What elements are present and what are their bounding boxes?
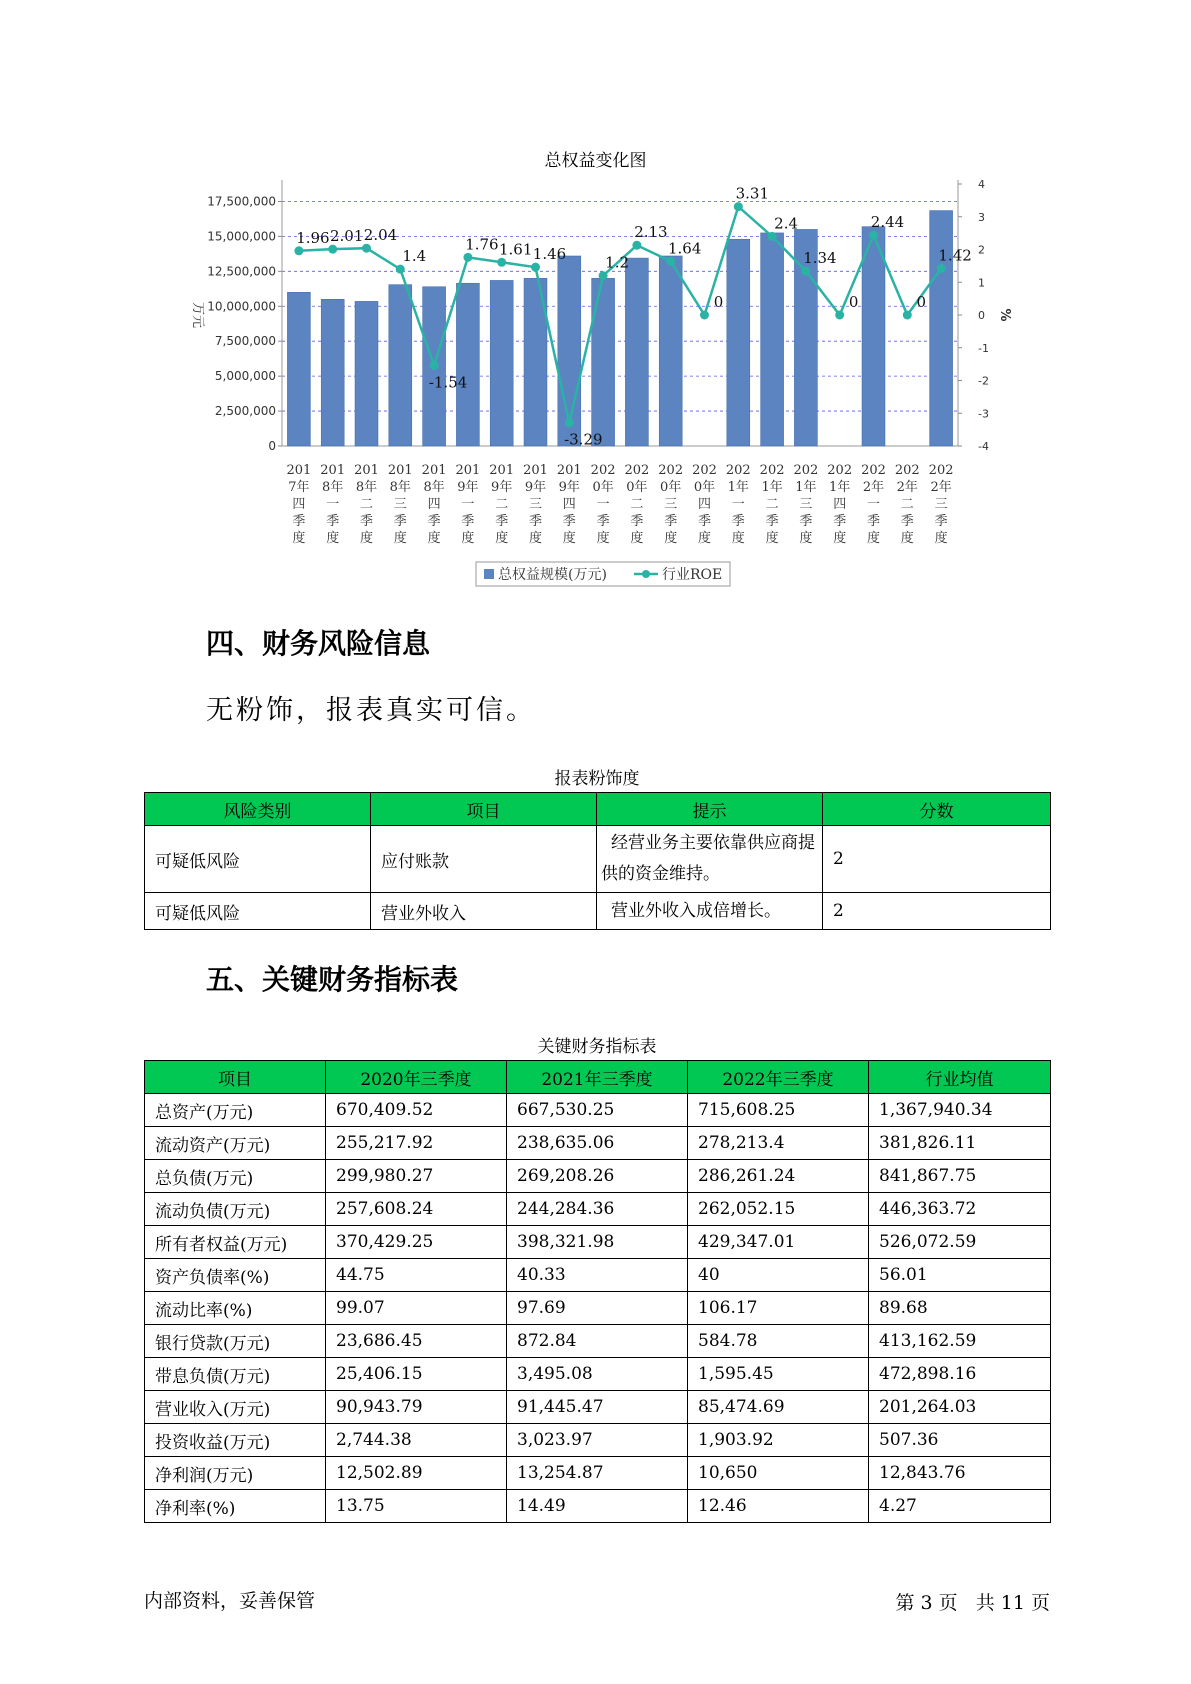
y-tick-label: 5,000,000 bbox=[214, 369, 276, 384]
roe-point bbox=[734, 202, 743, 211]
risk-hint-cell: 营业外收入成倍增长。 bbox=[597, 893, 823, 930]
kfi-item-cell: 总负债(万元) bbox=[145, 1160, 326, 1193]
kfi-header-cell: 2020年三季度 bbox=[326, 1061, 507, 1094]
kfi-value-cell: 10,650 bbox=[688, 1457, 869, 1490]
y2-tick-label: 2 bbox=[978, 243, 985, 257]
bar bbox=[389, 285, 412, 446]
legend-line-marker bbox=[642, 570, 650, 578]
kfi-value-cell: 25,406.15 bbox=[326, 1358, 507, 1391]
data-label: 0 bbox=[916, 293, 927, 311]
risk-score-cell: 2 bbox=[823, 893, 1051, 930]
kfi-value-cell: 90,943.79 bbox=[326, 1391, 507, 1424]
kfi-value-cell: 3,495.08 bbox=[507, 1358, 688, 1391]
kfi-value-cell: 91,445.47 bbox=[507, 1391, 688, 1424]
roe-point bbox=[497, 258, 506, 267]
data-label: 1.46 bbox=[532, 245, 567, 264]
y-tick-label: 12,500,000 bbox=[207, 264, 276, 279]
kfi-item-cell: 银行贷款(万元) bbox=[145, 1325, 326, 1358]
kfi-value-cell: 472,898.16 bbox=[869, 1358, 1051, 1391]
legend-label: 行业ROE bbox=[662, 567, 723, 583]
kfi-value-cell: 584.78 bbox=[688, 1325, 869, 1358]
x-tick-label: 202 0年二季度 bbox=[624, 463, 650, 546]
x-tick-label: 201 7年四季度 bbox=[286, 463, 312, 546]
risk-section-heading: 四、财务风险信息 bbox=[206, 627, 431, 660]
y-tick-label: 2,500,000 bbox=[214, 404, 276, 419]
kfi-value-cell: 1,367,940.34 bbox=[869, 1094, 1051, 1127]
y2-tick-label: -3 bbox=[978, 407, 989, 421]
y2-tick-label: 0 bbox=[978, 309, 985, 322]
table-row bbox=[145, 1127, 1051, 1160]
x-tick-label: 202 0年一季度 bbox=[590, 463, 616, 546]
kfi-value-cell: 429,347.01 bbox=[688, 1226, 869, 1259]
roe-point bbox=[835, 311, 844, 320]
x-tick-label: 201 8年二季度 bbox=[354, 463, 379, 546]
y-tick-label: 17,500,000 bbox=[207, 194, 276, 209]
kfi-value-cell: 106.17 bbox=[688, 1292, 869, 1325]
kfi-value-cell: 299,980.27 bbox=[326, 1160, 507, 1193]
data-label: 0 bbox=[713, 293, 724, 311]
risk-header-cell: 提示 bbox=[597, 793, 823, 826]
data-label: 1.42 bbox=[938, 246, 972, 265]
y-tick-label: 7,500,000 bbox=[214, 334, 276, 349]
kfi-value-cell: 85,474.69 bbox=[688, 1391, 869, 1424]
table-row bbox=[145, 826, 1051, 893]
table-row bbox=[145, 1292, 1051, 1325]
kfi-table-header-row bbox=[145, 1061, 1051, 1094]
x-tick-label: 201 8年一季度 bbox=[320, 463, 346, 546]
kfi-value-cell: 12,502.89 bbox=[326, 1457, 507, 1490]
kfi-value-cell: 13,254.87 bbox=[507, 1457, 688, 1490]
y2-tick-label: -4 bbox=[978, 440, 989, 453]
bar bbox=[862, 227, 885, 446]
x-tick-label: 202 2年二季度 bbox=[894, 463, 920, 546]
risk-header-cell: 项目 bbox=[371, 793, 597, 826]
roe-point bbox=[937, 264, 946, 273]
y2-tick-label: -1 bbox=[978, 341, 989, 355]
y-axis-title: 万元 bbox=[190, 301, 205, 329]
kfi-value-cell: 667,530.25 bbox=[507, 1094, 688, 1127]
y2-tick-label: 3 bbox=[978, 210, 985, 224]
kfi-value-cell: 278,213.4 bbox=[688, 1127, 869, 1160]
bar bbox=[625, 258, 648, 446]
risk-table-header-row bbox=[145, 793, 1051, 826]
kfi-value-cell: 97.69 bbox=[507, 1292, 688, 1325]
bar bbox=[490, 280, 513, 446]
x-tick-label: 202 1年四季度 bbox=[827, 463, 853, 546]
y-tick-label: 15,000,000 bbox=[207, 229, 276, 244]
roe-point bbox=[801, 267, 810, 276]
kfi-item-cell: 带息负债(万元) bbox=[145, 1358, 326, 1391]
y2-tick-label: 1 bbox=[978, 276, 985, 290]
bar bbox=[592, 278, 615, 446]
x-tick-label: 202 1年二季度 bbox=[759, 463, 785, 546]
data-label: -3.29 bbox=[564, 430, 603, 449]
kfi-value-cell: 255,217.92 bbox=[326, 1127, 507, 1160]
kfi-value-cell: 2,744.38 bbox=[326, 1424, 507, 1457]
kfi-value-cell: 14.49 bbox=[507, 1490, 688, 1523]
table-row bbox=[145, 1325, 1051, 1358]
risk-table bbox=[144, 792, 1051, 930]
footer-page-number: 第 3 页 共 11 页 bbox=[895, 1592, 1050, 1614]
roe-point bbox=[463, 253, 472, 262]
data-label: 2.44 bbox=[870, 213, 905, 232]
roe-point bbox=[328, 245, 337, 254]
x-tick-label: 202 2年一季度 bbox=[861, 463, 886, 546]
kfi-value-cell: 201,264.03 bbox=[869, 1391, 1051, 1424]
data-label: 2.04 bbox=[363, 226, 398, 245]
kfi-value-cell: 262,052.15 bbox=[688, 1193, 869, 1226]
roe-point bbox=[565, 418, 574, 427]
bar bbox=[321, 299, 344, 446]
legend-label: 总权益规模(万元) bbox=[498, 567, 607, 583]
kfi-value-cell: 841,867.75 bbox=[869, 1160, 1051, 1193]
data-label: 0 bbox=[848, 293, 859, 311]
kfi-value-cell: 23,686.45 bbox=[326, 1325, 507, 1358]
data-label: 1.64 bbox=[667, 239, 702, 258]
risk-hint-cell: 经营业务主要依靠供应商提供的资金维持。 bbox=[597, 826, 823, 893]
data-label: 1.76 bbox=[465, 235, 499, 254]
roe-point bbox=[362, 244, 371, 253]
bar bbox=[287, 292, 310, 446]
table-row bbox=[145, 1358, 1051, 1391]
table-row bbox=[145, 1094, 1051, 1127]
kfi-value-cell: 4.27 bbox=[869, 1490, 1051, 1523]
kfi-value-cell: 507.36 bbox=[869, 1424, 1051, 1457]
x-tick-label: 201 8年四季度 bbox=[421, 463, 447, 546]
kfi-header-cell: 项目 bbox=[145, 1061, 326, 1094]
table-row bbox=[145, 1160, 1051, 1193]
bar bbox=[659, 256, 682, 446]
x-tick-label: 202 0年三季度 bbox=[658, 463, 684, 546]
data-label: -1.54 bbox=[428, 373, 468, 392]
x-tick-label: 202 0年四季度 bbox=[692, 463, 717, 546]
kfi-value-cell: 244,284.36 bbox=[507, 1193, 688, 1226]
bar bbox=[761, 233, 784, 446]
kfi-item-cell: 投资收益(万元) bbox=[145, 1424, 326, 1457]
roe-point bbox=[869, 231, 878, 240]
kfi-header-cell: 2022年三季度 bbox=[688, 1061, 869, 1094]
data-label: 2.13 bbox=[634, 223, 668, 242]
risk-item-cell: 应付账款 bbox=[371, 826, 597, 893]
kfi-item-cell: 净利率(%) bbox=[145, 1490, 326, 1523]
risk-category-cell: 可疑低风险 bbox=[145, 893, 371, 930]
kfi-item-cell: 营业收入(万元) bbox=[145, 1391, 326, 1424]
kfi-value-cell: 13.75 bbox=[326, 1490, 507, 1523]
kfi-value-cell: 238,635.06 bbox=[507, 1127, 688, 1160]
kfi-value-cell: 40 bbox=[688, 1259, 869, 1292]
data-label: 1.4 bbox=[402, 247, 427, 266]
risk-score-cell: 2 bbox=[823, 826, 1051, 893]
kfi-item-cell: 总资产(万元) bbox=[145, 1094, 326, 1127]
x-tick-label: 201 8年三季度 bbox=[387, 463, 413, 546]
y2-tick-label: -2 bbox=[978, 374, 989, 388]
kfi-header-cell: 2021年三季度 bbox=[507, 1061, 688, 1094]
kfi-table-caption: 关键财务指标表 bbox=[537, 1037, 657, 1057]
table-row bbox=[145, 1391, 1051, 1424]
roe-point bbox=[632, 241, 641, 250]
risk-item-cell: 营业外收入 bbox=[371, 893, 597, 930]
kfi-value-cell: 398,321.98 bbox=[507, 1226, 688, 1259]
data-label: 1.34 bbox=[803, 249, 837, 268]
data-label: 1.96 bbox=[296, 228, 330, 247]
kfi-value-cell: 44.75 bbox=[326, 1259, 507, 1292]
risk-table-caption: 报表粉饰度 bbox=[554, 769, 640, 789]
kfi-value-cell: 413,162.59 bbox=[869, 1325, 1051, 1358]
kfi-value-cell: 12,843.76 bbox=[869, 1457, 1051, 1490]
kfi-value-cell: 381,826.11 bbox=[869, 1127, 1051, 1160]
roe-point bbox=[430, 361, 439, 370]
x-tick-label: 202 2年三季度 bbox=[928, 463, 954, 546]
legend-bar-swatch bbox=[484, 569, 494, 579]
data-label: 2.4 bbox=[774, 214, 799, 233]
y2-tick-label: 4 bbox=[978, 178, 985, 191]
bar bbox=[727, 239, 750, 446]
kfi-value-cell: 257,608.24 bbox=[326, 1193, 507, 1226]
data-label: 3.31 bbox=[735, 184, 770, 203]
kfi-value-cell: 99.07 bbox=[326, 1292, 507, 1325]
chart-title: 总权益变化图 bbox=[544, 151, 647, 171]
y-tick-label: 10,000,000 bbox=[207, 299, 276, 314]
table-row bbox=[145, 1424, 1051, 1457]
roe-point bbox=[903, 311, 912, 320]
x-tick-label: 202 1年三季度 bbox=[793, 463, 819, 546]
kfi-value-cell: 526,072.59 bbox=[869, 1226, 1051, 1259]
kfi-value-cell: 286,261.24 bbox=[688, 1160, 869, 1193]
risk-summary-text: 无粉饰，报表真实可信。 bbox=[206, 695, 536, 726]
kfi-value-cell: 446,363.72 bbox=[869, 1193, 1051, 1226]
data-label: 1.61 bbox=[498, 240, 533, 259]
kfi-value-cell: 1,903.92 bbox=[688, 1424, 869, 1457]
risk-category-cell: 可疑低风险 bbox=[145, 826, 371, 893]
y-tick-label: 0 bbox=[268, 439, 276, 453]
risk-header-cell: 分数 bbox=[823, 793, 1051, 826]
table-row bbox=[145, 1226, 1051, 1259]
kfi-value-cell: 89.68 bbox=[869, 1292, 1051, 1325]
equity-chart bbox=[0, 0, 1191, 600]
kfi-table bbox=[144, 1060, 1051, 1523]
x-tick-label: 201 9年一季度 bbox=[455, 463, 481, 546]
roe-point bbox=[700, 311, 709, 320]
risk-header-cell: 风险类别 bbox=[145, 793, 371, 826]
kfi-value-cell: 3,023.97 bbox=[507, 1424, 688, 1457]
roe-point bbox=[666, 257, 675, 266]
footer-confidential-note: 内部资料，妥善保管 bbox=[144, 1590, 316, 1612]
y2-axis-title: % bbox=[997, 308, 1012, 322]
kfi-value-cell: 370,429.25 bbox=[326, 1226, 507, 1259]
bar bbox=[456, 283, 479, 446]
roe-point bbox=[294, 246, 303, 255]
kfi-section-heading: 五、关键财务指标表 bbox=[206, 963, 459, 996]
kfi-header-cell: 行业均值 bbox=[869, 1061, 1051, 1094]
x-tick-label: 201 9年四季度 bbox=[556, 463, 582, 546]
kfi-value-cell: 12.46 bbox=[688, 1490, 869, 1523]
kfi-item-cell: 所有者权益(万元) bbox=[145, 1226, 326, 1259]
roe-point bbox=[599, 271, 608, 280]
table-row bbox=[145, 1193, 1051, 1226]
kfi-item-cell: 资产负债率(%) bbox=[145, 1259, 326, 1292]
table-row bbox=[145, 1259, 1051, 1292]
table-row bbox=[145, 893, 1051, 930]
kfi-value-cell: 56.01 bbox=[869, 1259, 1051, 1292]
kfi-value-cell: 670,409.52 bbox=[326, 1094, 507, 1127]
kfi-value-cell: 872.84 bbox=[507, 1325, 688, 1358]
roe-point bbox=[396, 265, 405, 274]
kfi-value-cell: 715,608.25 bbox=[688, 1094, 869, 1127]
kfi-item-cell: 流动资产(万元) bbox=[145, 1127, 326, 1160]
roe-point bbox=[531, 263, 540, 272]
kfi-value-cell: 269,208.26 bbox=[507, 1160, 688, 1193]
table-row bbox=[145, 1457, 1051, 1490]
kfi-value-cell: 40.33 bbox=[507, 1259, 688, 1292]
x-tick-label: 202 1年一季度 bbox=[725, 463, 751, 546]
data-label: 2.01 bbox=[329, 227, 364, 246]
kfi-item-cell: 流动比率(%) bbox=[145, 1292, 326, 1325]
kfi-value-cell: 1,595.45 bbox=[688, 1358, 869, 1391]
roe-point bbox=[768, 232, 777, 241]
kfi-item-cell: 流动负债(万元) bbox=[145, 1193, 326, 1226]
data-label: 1.2 bbox=[605, 253, 630, 272]
x-tick-label: 201 9年三季度 bbox=[523, 463, 548, 546]
kfi-item-cell: 净利润(万元) bbox=[145, 1457, 326, 1490]
x-tick-label: 201 9年二季度 bbox=[489, 463, 515, 546]
bar bbox=[355, 301, 378, 446]
table-row bbox=[145, 1490, 1051, 1523]
